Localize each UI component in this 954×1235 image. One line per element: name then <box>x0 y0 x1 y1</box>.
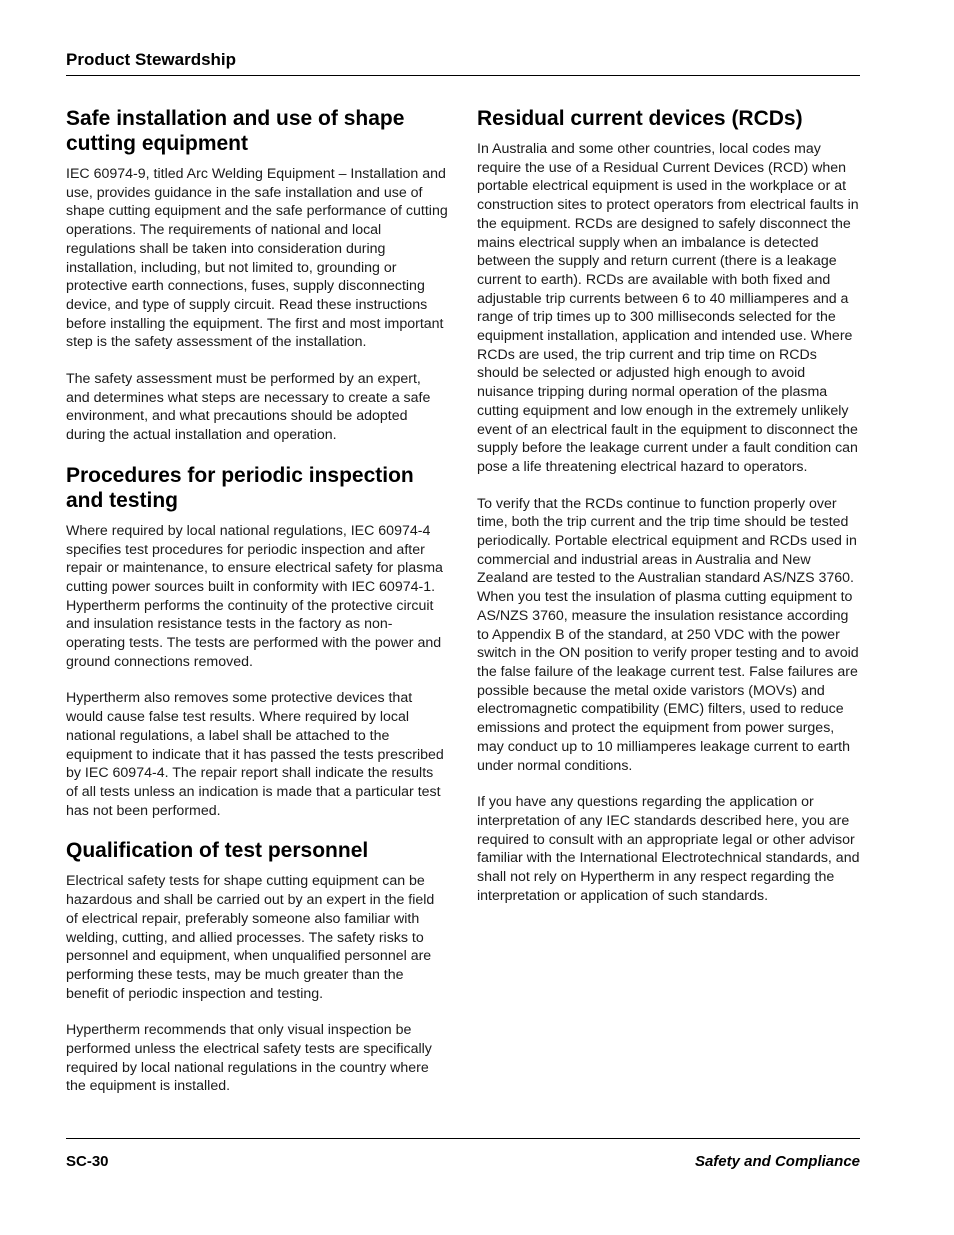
page-number: SC-30 <box>66 1153 109 1170</box>
section-heading: Safe installation and use of shape cutting equipment <box>66 107 405 155</box>
section-rcds <box>477 106 860 905</box>
page-footer <box>66 1138 860 1173</box>
section-test-personnel <box>66 838 448 1096</box>
section-periodic-inspection <box>66 463 448 821</box>
paragraph: The safety assessment must be performed by an expert, and determines what steps are necessary to create a safe environment, and what precautions should be adopted during the actual installation and operation. <box>66 371 431 444</box>
paragraph: Hypertherm also removes some protective devices that would cause false test results. Where required by local national regulations, a label shall be attached to the equipment to indicate that it has passed the tests prescribed by IEC 60974-4. The repair report shall indicate the results of all tests unless an indication is made that a particular test has not been performed. <box>66 690 444 819</box>
document-title: Safety and Compliance <box>694 1153 860 1170</box>
right-column <box>477 106 860 923</box>
section-safe-installation <box>66 106 448 445</box>
paragraph: Hypertherm recommends that only visual inspection be performed unless the electrical safety tests are specifically required by local national regulations in the country where the equipment is installed. <box>66 1022 432 1095</box>
paragraph: In Australia and some other countries, local codes may require the use of a Residual Current Devices (RCD) when portable electrical equipment is used in the workplace or at construction sites to protect operators from electrical faults in the equipment. RCDs are designed to safely disconnect the mains electrical supply when an imbalance is detected between the supply and return current (there is a leakage current to earth). RCDs are available with both fixed and adjustable trip currents between 6 to 40 milliamperes and a range of trip times up to 300 milliseconds selected for the equipment installation, application and intended use. Where RCDs are used, the trip current and trip time on RCDs should be selected or adjusted high enough to avoid nuisance tripping during normal operation of the plasma cutting equipment and low enough in the extremely unlikely event of an electrical fault in the equipment to disconnect the supply before the leakage current under a fault condition can pose a life threatening electrical hazard to operators. <box>477 141 859 475</box>
paragraph: Electrical safety tests for shape cutting equipment can be hazardous and shall be carried out by an expert in the field of electrical repair, preferably someone also familiar with welding, cutting, and allied processes. The safety risks to personnel and equipment, when unqualified personnel are performing these tests, may be much greater than the benefit of periodic inspection and testing. <box>66 873 435 1002</box>
section-heading: Qualification of test personnel <box>66 839 369 863</box>
paragraph: To verify that the RCDs continue to function properly over time, both the trip current and the trip time should be tested periodically. Portable electrical equipment and RCDs used in commercial and industrial areas in Australia and New Zealand are tested to the Australian standard AS/NZS 3760. When you test the insulation of plasma cutting equipment to AS/NZS 3760, measure the insulation resistance according to Appendix B of the standard, at 250 VDC with the power switch in the ON position to verify proper testing and to avoid the false failure of the leakage current test. False failures are possible because the metal oxide varistors (MOVs) and electromagnetic compatibility (EMC) filters, used to reduce emissions and protect the equipment from power surges, may conduct up to 10 milliamperes leakage current to earth under normal conditions. <box>477 495 859 774</box>
paragraph: IEC 60974-9, titled Arc Welding Equipment – Installation and use, provides guidance in the safe installation and use of shape cutting equipment and the safe performance of cutting operations. The requirements of national and local regulations shall be taken into consideration during installation, including, but not limited to, grounding or protective earth connections, fuses, supply disconnecting device, and type of supply circuit. Read these instructions before installing the equipment. The first and most important step is the safety assessment of the installation. <box>66 166 448 351</box>
section-heading: Residual current devices (RCDs) <box>477 107 803 130</box>
page-header <box>66 50 860 76</box>
section-heading: Procedures for periodic inspection and testing <box>66 463 414 512</box>
paragraph: If you have any questions regarding the application or interpretation of any IEC standards described here, you are required to consult with an appropriate legal or other advisor familiar with the International Electrotechnical standards, and shall not rely on Hypertherm in any respect regarding the interpretation or application of such standards. <box>477 794 860 904</box>
paragraph: Where required by local national regulations, IEC 60974-4 specifies test procedures for periodic inspection and after repair or maintenance, to ensure electrical safety for plasma cutting power sources built in conformity with IEC 60974-1. Hypertherm performs the continuity of the protective circuit and insulation resistance tests in the factory as non-operating tests. The tests are performed with the power and ground connections removed. <box>66 522 443 670</box>
page-header-title: Product Stewardship <box>66 50 237 69</box>
left-column <box>66 106 448 1114</box>
